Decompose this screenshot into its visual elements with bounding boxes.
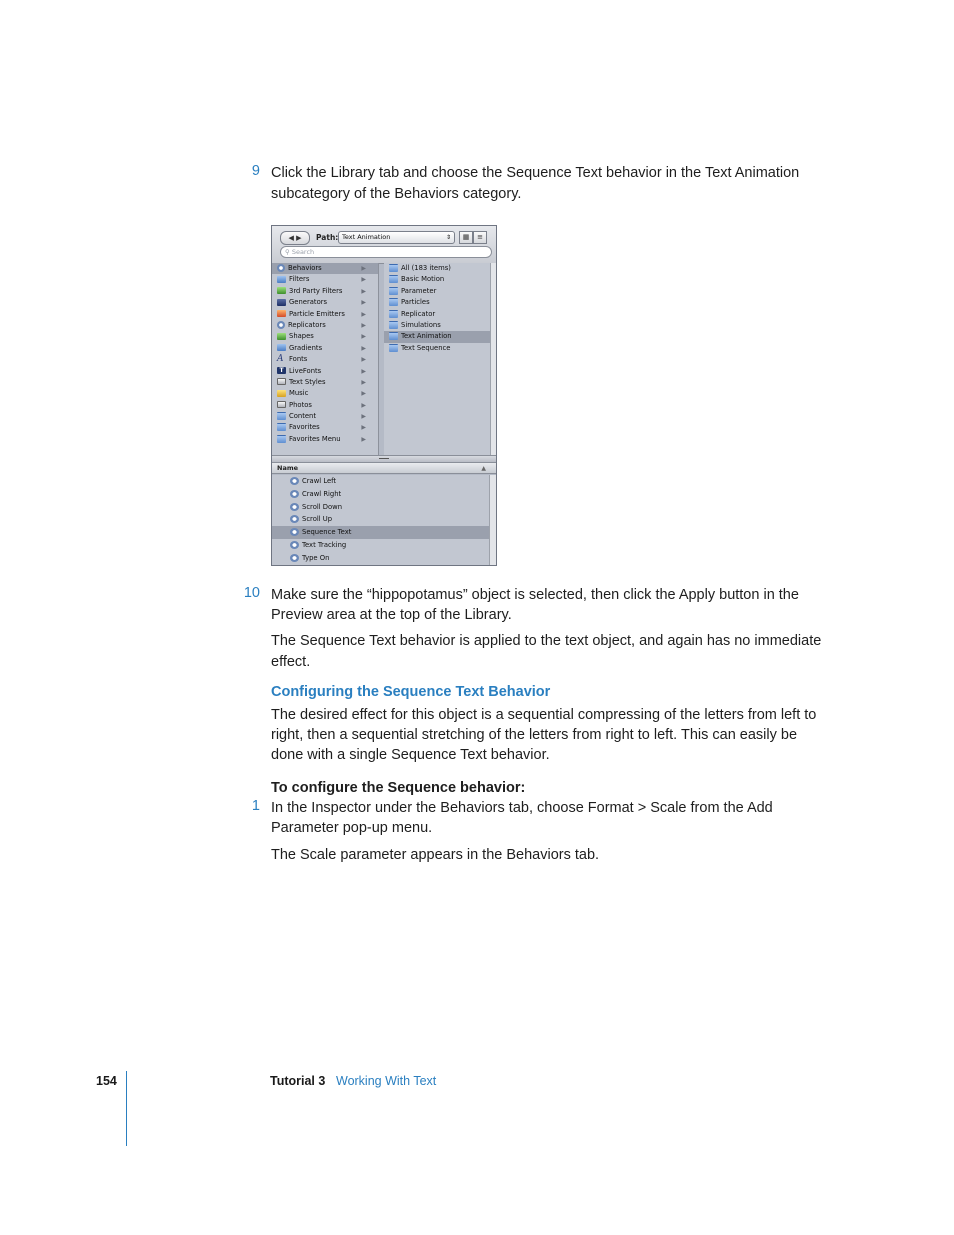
folder-icon (389, 298, 398, 306)
procedure-note: The Scale parameter appears in the Behaviors tab. (271, 847, 600, 863)
footer-chapter-title[interactable]: Working With Text (336, 1074, 437, 1088)
gear-icon (277, 264, 285, 272)
shapes-icon (277, 333, 286, 340)
category-label: 3rd Party Filters (289, 286, 343, 295)
filters-icon (277, 276, 286, 283)
disclosure-triangle-icon: ▶ (361, 413, 366, 421)
category-label: Favorites (289, 423, 320, 432)
subcategory-label: Simulations (401, 320, 441, 329)
category-label: LiveFonts (289, 366, 322, 375)
pane-splitter[interactable] (272, 455, 496, 463)
folder-icon (389, 264, 398, 272)
subcategory-item[interactable] (384, 297, 490, 308)
path-label: Path: (316, 233, 339, 242)
text-styles-icon (277, 378, 286, 385)
category-item-favorites-menu[interactable] (272, 434, 378, 445)
disclosure-triangle-icon: ▶ (361, 310, 366, 318)
subcategory-label: Text Sequence (401, 343, 451, 352)
list-item-label: Scroll Down (302, 502, 343, 511)
subcategory-item[interactable] (384, 343, 490, 354)
search-icon: ⚲ (285, 248, 292, 256)
category-item-livefonts[interactable] (272, 366, 378, 377)
category-label: Favorites Menu (289, 434, 341, 443)
footer-divider (126, 1071, 127, 1146)
folder-icon (277, 412, 286, 420)
category-item-favorites[interactable] (272, 422, 378, 433)
disclosure-triangle-icon: ▶ (361, 276, 366, 284)
section-line-2: right, then a sequential stretching of the letters from right to left. This can easily be (271, 727, 798, 743)
subcategory-item[interactable] (384, 274, 490, 285)
gradients-icon (277, 344, 286, 351)
category-item-text-styles[interactable] (272, 377, 378, 388)
step-number: 9 (251, 163, 260, 179)
category-label: Replicators (288, 320, 326, 329)
disclosure-triangle-icon: ▶ (361, 321, 366, 329)
section-line-1: The desired effect for this object is a sequential compressing of the letters from left to (271, 707, 817, 723)
gear-icon (290, 554, 299, 562)
category-label: Gradients (289, 343, 323, 352)
gear-icon (290, 477, 299, 485)
disclosure-triangle-icon: ▶ (361, 378, 366, 386)
disclosure-triangle-icon: ▶ (361, 435, 366, 443)
subcategory-column (384, 263, 490, 455)
subcategory-label: Replicator (401, 309, 436, 318)
library-panel-screenshot (271, 225, 497, 566)
category-label: Particle Emitters (289, 309, 345, 318)
search-field[interactable] (280, 246, 492, 258)
folder-icon (277, 435, 286, 443)
disclosure-triangle-icon: ▶ (361, 401, 366, 409)
disclosure-triangle-icon: ▶ (361, 265, 366, 272)
disclosure-triangle-icon: ▶ (361, 287, 366, 295)
folder-icon (277, 423, 286, 431)
section-line-3: done with a single Sequence Text behavior. (271, 747, 550, 763)
list-item-label: Crawl Right (302, 489, 342, 498)
step-9-line-2: subcategory of the Behaviors category. (271, 186, 522, 202)
step-number: 1 (251, 798, 260, 814)
gear-icon (290, 515, 299, 523)
disclosure-triangle-icon: ▶ (361, 356, 366, 364)
folder-icon (389, 332, 398, 340)
folder-icon (389, 344, 398, 352)
splitter-grip-icon (379, 458, 389, 460)
category-item-gradients[interactable] (272, 343, 378, 354)
category-label: Shapes (289, 332, 314, 341)
page-number: 154 (96, 1074, 117, 1088)
list-item[interactable] (272, 513, 489, 526)
behavior-list (272, 475, 489, 566)
disclosure-triangle-icon: ▶ (361, 390, 366, 398)
list-item[interactable] (272, 488, 489, 501)
replicators-icon (277, 321, 285, 329)
subcategory-item-selected[interactable] (384, 331, 490, 342)
subcategory-label: Basic Motion (401, 275, 445, 284)
particle-emitters-icon (277, 310, 286, 317)
category-label: Text Styles (289, 377, 326, 386)
category-label: Generators (289, 298, 328, 307)
list-item-label: Sequence Text (302, 528, 352, 537)
list-item-label: Text Tracking (302, 540, 347, 549)
category-item-shapes[interactable] (272, 331, 378, 342)
gear-icon (290, 528, 299, 536)
disclosure-triangle-icon: ▶ (361, 299, 366, 307)
folder-icon (389, 310, 398, 318)
list-item-selected[interactable] (272, 526, 489, 539)
name-header-label: Name (277, 464, 299, 472)
disclosure-triangle-icon: ▶ (361, 344, 366, 352)
section-heading: Configuring the Sequence Text Behavior (271, 684, 551, 700)
subcategory-item[interactable] (384, 309, 490, 320)
list-item[interactable] (272, 539, 489, 552)
path-popup[interactable] (338, 231, 455, 244)
subcategory-label: Text Animation (401, 332, 452, 341)
category-item-content[interactable] (272, 411, 378, 422)
category-label: Photos (289, 400, 312, 409)
category-item-photos[interactable] (272, 400, 378, 411)
disclosure-triangle-icon: ▶ (361, 424, 366, 432)
footer-chapter: Tutorial 3 (270, 1074, 326, 1088)
list-item-label: Crawl Left (302, 477, 337, 485)
step-10-note-line-2: effect. (271, 654, 311, 670)
list-item[interactable] (272, 552, 489, 565)
procedure-step-1-line-2: Parameter pop-up menu. (271, 820, 433, 836)
folder-icon (389, 287, 398, 295)
category-label: Content (289, 412, 317, 421)
fonts-icon: A (277, 353, 284, 364)
back-forward-buttons[interactable]: ◀ ▶ (280, 231, 310, 245)
step-10-line-1: Make sure the “hippopotamus” object is selected, then click the Apply button in the (271, 587, 799, 603)
music-icon (277, 390, 286, 397)
photos-icon (277, 401, 286, 408)
list-item[interactable] (272, 501, 489, 514)
list-item-label: Type On (302, 553, 330, 562)
procedure-step-1-line-1: In the Inspector under the Behaviors tab, choose Format > Scale from the Add (271, 800, 773, 816)
folder-icon (389, 321, 398, 329)
category-item-filters[interactable] (272, 274, 378, 285)
category-item-particle-emitters[interactable] (272, 309, 378, 320)
step-number: 10 (243, 585, 260, 601)
subcategory-label: All (183 items) (401, 264, 451, 272)
list-view-button[interactable]: ≡ (473, 231, 487, 244)
subcategory-item[interactable] (384, 263, 490, 274)
name-column-header[interactable] (272, 463, 496, 474)
folder-icon (389, 275, 398, 283)
sort-arrow-icon: ▲ (481, 465, 486, 472)
list-scrollbar[interactable] (489, 475, 497, 566)
procedure-title: To configure the Sequence behavior: (271, 780, 526, 796)
category-label: Behaviors (288, 264, 322, 272)
generators-icon (277, 299, 286, 306)
category-item-behaviors[interactable] (272, 263, 378, 274)
subcategory-label: Particles (401, 298, 430, 307)
step-10-line-2: Preview area at the top of the Library. (271, 607, 512, 623)
category-item-replicators[interactable] (272, 320, 378, 331)
category-label: Filters (289, 275, 310, 284)
list-item-label: Scroll Up (302, 515, 333, 524)
column-scrollbar[interactable] (490, 263, 497, 455)
category-item-3rd-party-filters[interactable] (272, 286, 378, 297)
gear-icon (290, 490, 299, 498)
third-party-filters-icon (277, 287, 286, 294)
gear-icon (290, 541, 299, 549)
disclosure-triangle-icon: ▶ (361, 333, 366, 341)
disclosure-triangle-icon: ▶ (361, 367, 366, 375)
gear-icon (290, 503, 299, 511)
category-item-music[interactable] (272, 388, 378, 399)
category-label: Fonts (289, 355, 308, 364)
subcategory-item[interactable] (384, 286, 490, 297)
list-item[interactable] (272, 475, 489, 488)
category-column (272, 263, 379, 455)
category-item-fonts[interactable] (272, 354, 378, 365)
category-label: Music (289, 389, 309, 398)
subcategory-item[interactable] (384, 320, 490, 331)
livefonts-icon: T (277, 367, 286, 374)
step-9-line-1: Click the Library tab and choose the Sequence Text behavior in the Text Animation (271, 165, 800, 181)
popup-arrow-icon: ⇕ (445, 234, 451, 241)
subcategory-label: Parameter (401, 286, 437, 295)
category-item-generators[interactable] (272, 297, 378, 308)
library-toolbar (272, 226, 496, 264)
icon-view-button[interactable]: ▦ (459, 231, 473, 244)
step-10-note-line-1: The Sequence Text behavior is applied to the text object, and again has no immediate (271, 633, 822, 649)
path-value: Text Animation (342, 233, 391, 241)
search-placeholder: Search (291, 248, 315, 256)
